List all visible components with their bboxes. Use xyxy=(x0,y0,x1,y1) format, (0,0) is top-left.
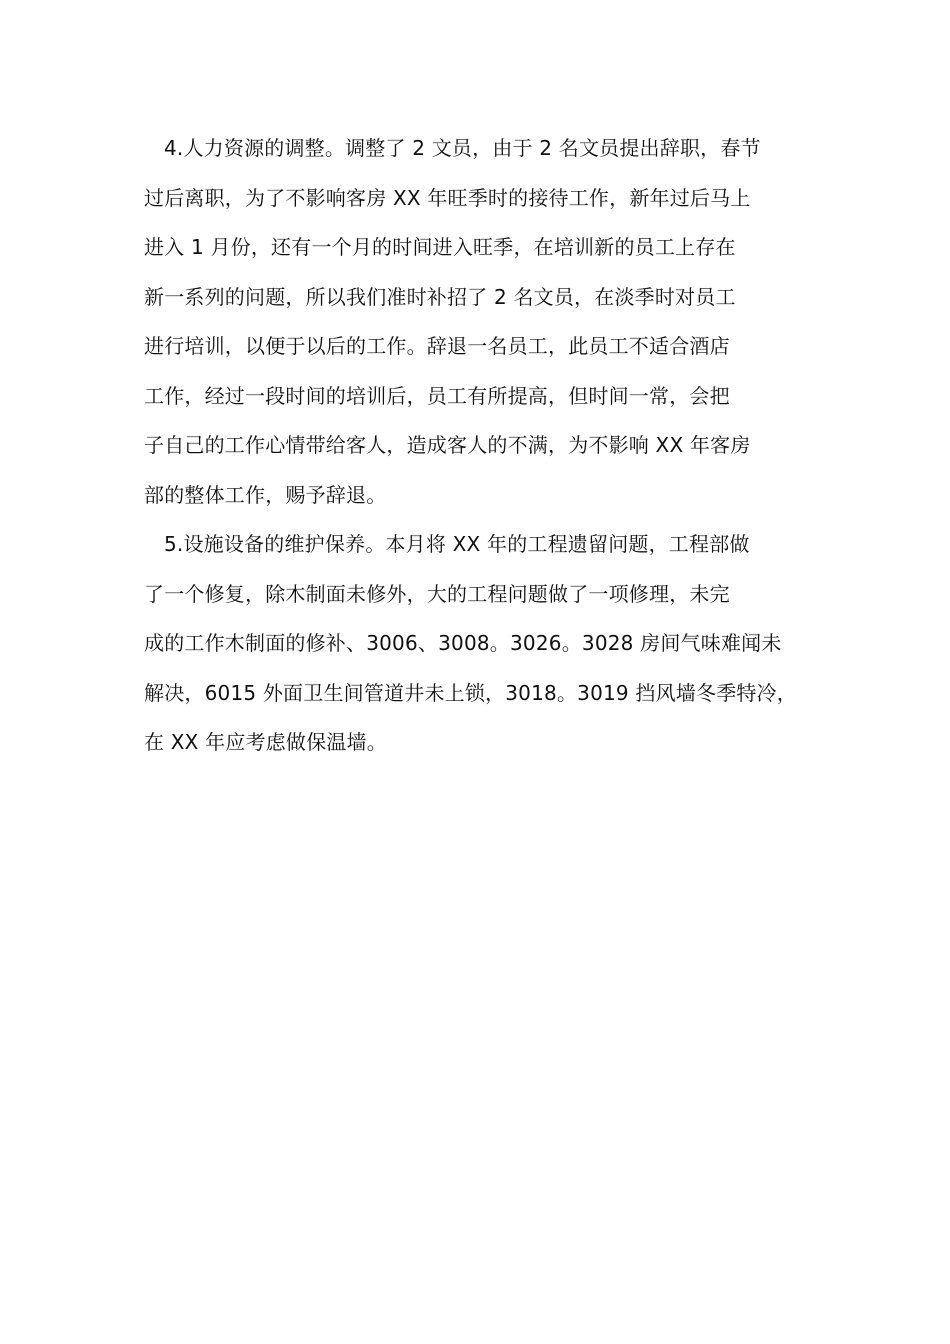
text-line: 解决，6015 外面卫生间管道井未上锁，3018。3019 挡风墙冬季特冷， xyxy=(144,680,798,705)
text-line: 过后离职，为了不影响客房 XX 年旺季时的接待工作，新年过后马上 xyxy=(144,185,751,210)
text-line: 子自己的工作心情带给客人，造成客人的不满，为不影响 XX 年客房 xyxy=(144,433,751,457)
text-line: 进入 1 月份，还有一个月的时间进入旺季，在培训新的员工上存在 xyxy=(144,235,736,259)
text-line: 进行培训，以便于以后的工作。辞退一名员工，此员工不适合酒店 xyxy=(144,334,730,358)
text-line: 在 XX 年应考虑做保温墙。 xyxy=(144,730,387,754)
text-line: 工作，经过一段时间的培训后，员工有所提高，但时间一常，会把 xyxy=(144,383,730,408)
paragraph-human-resources xyxy=(144,124,820,520)
text-line: 部的整体工作，赐予辞退。 xyxy=(144,482,387,507)
text-line: 成的工作木制面的修补、3006、3008。3026。3028 房间气味难闻未 xyxy=(144,631,782,655)
text-line: 4.人力资源的调整。调整了 2 文员，由于 2 名文员提出辞职，春节 xyxy=(164,136,761,160)
text-line: 了一个修复，除木制面未修外，大的工程问题做了一项修理，未完 xyxy=(144,581,730,606)
paragraph-facility-maintenance xyxy=(144,520,820,768)
text-line: 新一系列的问题，所以我们准时补招了 2 名文员，在淡季时对员工 xyxy=(144,284,736,309)
document-body xyxy=(144,124,820,768)
text-line: 5.设施设备的维护保养。本月将 XX 年的工程遗留问题，工程部做 xyxy=(164,532,750,556)
